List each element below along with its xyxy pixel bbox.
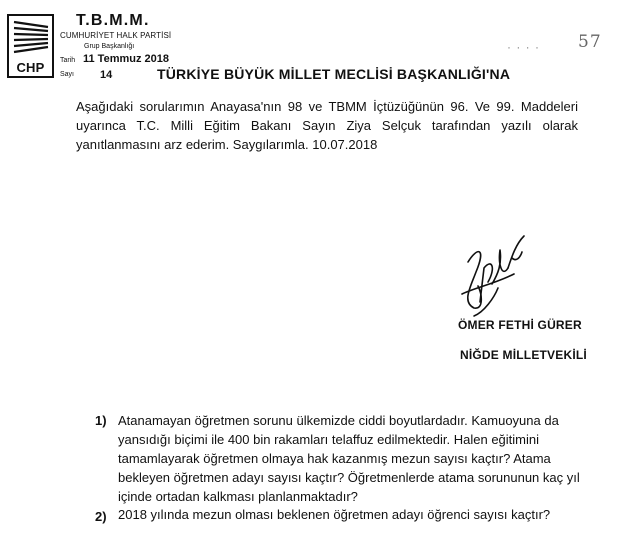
number-value: 14 xyxy=(100,69,113,81)
six-arrows-icon xyxy=(11,18,51,60)
stamp-dots: · · · · xyxy=(507,40,540,54)
signatory-name: ÖMER FETHİ GÜRER xyxy=(458,318,582,332)
question-1-number: 1) xyxy=(95,413,107,428)
handwritten-signature xyxy=(454,228,564,320)
number-label: Sayı xyxy=(60,71,75,78)
chp-logo xyxy=(7,14,54,78)
question-2-text: 2018 yılında mezun olması beklenen öğretmen adayı öğrenci sayısı kaçtır? xyxy=(118,507,551,522)
party-name: CUMHURİYET HALK PARTİSİ xyxy=(60,31,172,40)
question-2-number: 2) xyxy=(95,509,107,524)
signatory-title: NİĞDE MİLLETVEKİLİ xyxy=(460,348,587,362)
question-1-text: Atanamayan öğretmen sorunu ülkemizde ciddi boyutlardadır. Kamuoyuna da yansıdığı biçimi ile 400 bin rakamları telaffuz edilmektedir. Halen eğitimini tamamlayarak öğretmen olmaya hak kazanmış mezun sayısı kaçtır? Atama bekleyen öğretmen adayı sayısı kaçtır? Öğretmenlerde atama sorununun kaç yıl içinde ortadan kalkması planlanmaktadır? xyxy=(118,413,580,504)
date-value: 11 Temmuz 2018 xyxy=(83,53,170,65)
stamp-number: 57 xyxy=(578,32,602,52)
document-title: TÜRKİYE BÜYÜK MİLLET MECLİSİ BAŞKANLIĞI'NA xyxy=(157,66,511,82)
logo-text: CHP xyxy=(16,60,45,75)
institution-name: T.B.M.M. xyxy=(76,12,150,29)
date-label: Tarih xyxy=(60,57,76,64)
group-name: Grup Başkanlığı xyxy=(84,43,135,50)
intro-paragraph: Aşağıdaki sorularımın Anayasa'nın 98 ve TBMM İçtüzüğünün 96. Ve 99. Maddeleri uyarınca T.C. Milli Eğitim Bakanı Sayın Ziya Selçuk tarafından yazılı olarak yanıtlanmasını arz ederim. Saygılarımla. 10.07.2018 xyxy=(76,99,578,152)
